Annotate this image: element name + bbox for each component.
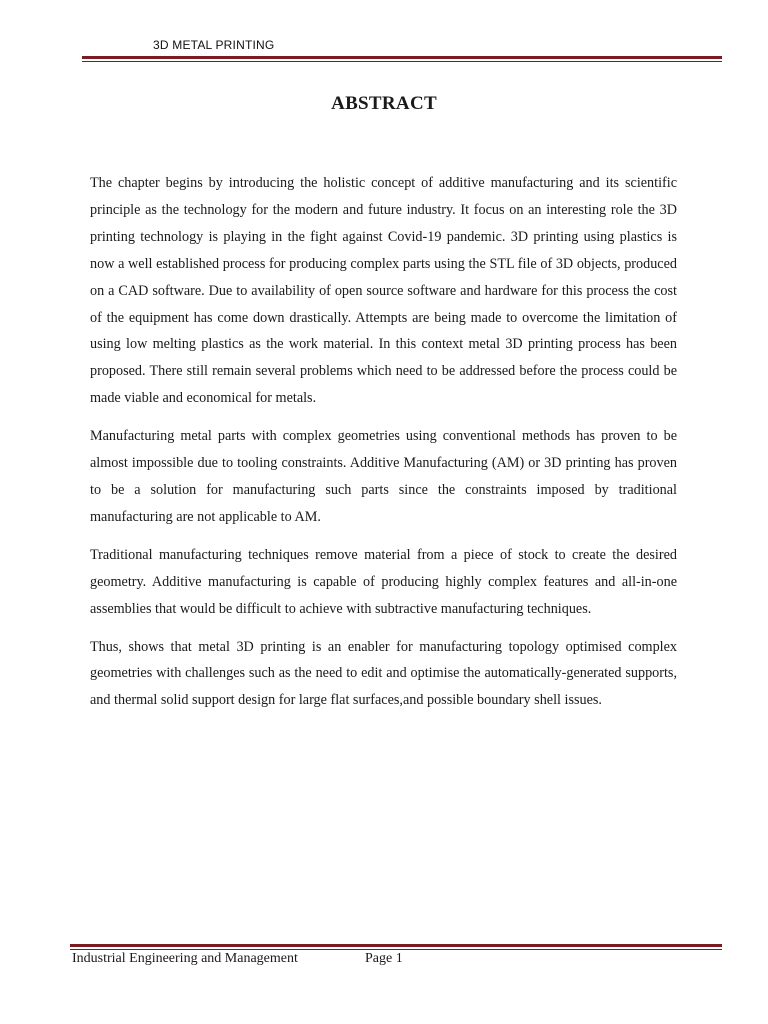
paragraph-4: Thus, shows that metal 3D printing is an enabler for manufacturing topology optimised complex geometries with challenges such as the need to edit and optimise the automatically-generated supports, and thermal solid support design for large flat surfaces,and possible boundary shell issues. (90, 638, 677, 709)
abstract-body (90, 170, 677, 725)
paragraph-2: Manufacturing metal parts with complex geometries using conventional methods has proven to be almost impossible due to tooling constraints. Additive Manufacturing (AM) or 3D printing has proven to be a solution for manufacturing such parts since the constraints imposed by traditional manufacturing are not applicable to AM. (90, 428, 677, 525)
header-rule-thin (82, 61, 722, 62)
page-title: ABSTRACT (331, 93, 437, 114)
page-number: Page 1 (365, 951, 403, 966)
paragraph-3: Traditional manufacturing techniques remove material from a piece of stock to create the desired geometry. Additive manufacturing is capable of producing highly complex features and all-in-one assemblies that would be difficult to achieve with subtractive manufacturing techniques. (90, 546, 677, 617)
header-rule-thick (82, 56, 722, 59)
footer-rule-thick (70, 944, 722, 947)
footer-rule-thin (70, 949, 722, 950)
paragraph-1: The chapter begins by introducing the holistic concept of additive manufacturing and its scientific principle as the technology for the modern and future industry. It focus on an interesting role the 3D printing technology is playing in the fight against Covid-19 pandemic. 3D printing using plastics is now a well established process for producing complex parts using the STL file of 3D objects, produced on a CAD software. Due to availability of open source software and hardware for this process the cost of the equipment has come down drastically. Attempts are being made to overcome the limitation of using low melting plastics as the work material. In this context metal 3D printing process has been proposed. There still remain several problems which need to be addressed before the process could be made viable and economical for metals. (90, 175, 677, 407)
footer-department: Industrial Engineering and Management (72, 951, 298, 966)
header-title: 3D METAL PRINTING (153, 38, 275, 52)
